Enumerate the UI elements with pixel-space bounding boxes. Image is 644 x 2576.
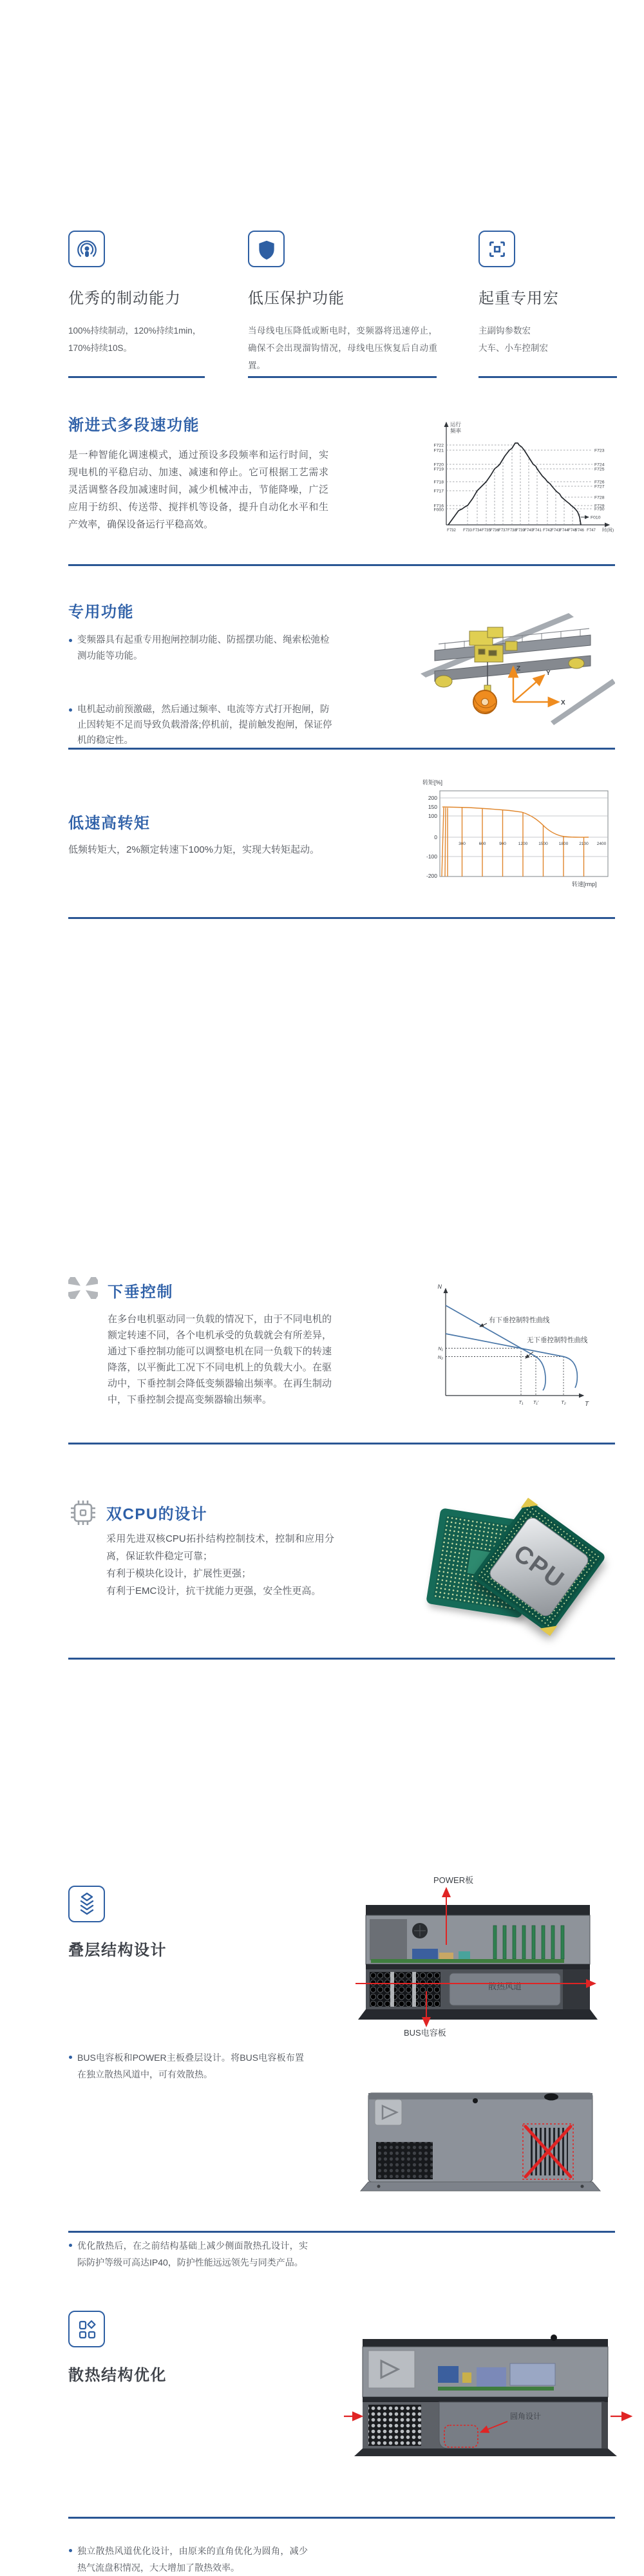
- axis-n-label: N: [437, 1283, 442, 1290]
- svg-text:-100: -100: [426, 853, 437, 860]
- special-bullet-2: 电机起动前预激磁，然后通过频率、电流等方式打开抱闸，防止因转矩不足而导致负载滑落;停机前，提前触发抱闸，保证停机的稳定性。: [68, 702, 334, 748]
- svg-text:600: 600: [478, 842, 486, 846]
- multi-speed-paragraph: 是一种智能化调速模式，通过预设多段频率和运行时间，实现电机的平稳启动、加速、减速和停止。它可根据工艺需求灵活调整各段加减速时间，减少机械冲击，节能降噪，广泛应用于纺织、传送带、搅拌机等设备，提升自动化水平和生产效率，确保设备运行平稳高效。: [68, 450, 328, 530]
- feature-desc: 当母线电压降低或断电时，变频器将迅速停止，确保不会出现溜钩情况，母线电压恢复后自动重置。: [248, 326, 437, 370]
- left-axis-labels: [434, 444, 444, 513]
- feature-desc: 100%持续制动，120%持续1min，170%持续10S。: [68, 326, 202, 353]
- svg-text:F734: F734: [473, 529, 482, 533]
- mid-shelf: [366, 1964, 590, 1969]
- axis-y-label: Y: [546, 670, 551, 677]
- reduced-vent-image: [359, 2087, 607, 2196]
- svg-text:T₂: T₂: [561, 1399, 566, 1405]
- svg-text:2400: 2400: [596, 842, 607, 846]
- svg-text:F000: F000: [433, 507, 444, 513]
- svg-text:200: 200: [428, 795, 437, 801]
- scan-frame-icon-glyph: [486, 238, 509, 261]
- air-duct-label: 散热风道: [488, 1982, 522, 1991]
- svg-text:F743: F743: [551, 529, 560, 533]
- svg-text:T₁′: T₁′: [533, 1399, 539, 1405]
- dual-cpu-line-1: 采用先进双核CPU拓扑结构控制技术，控制和应用分离，保证软件稳定可靠；: [106, 1533, 334, 1562]
- section-divider: [68, 2231, 615, 2233]
- section-divider: [68, 1658, 615, 1660]
- y-axis-tick-labels: [426, 795, 437, 879]
- svg-text:F724: F724: [594, 462, 605, 468]
- axis-x-label: X: [561, 699, 565, 706]
- section-divider: [68, 2517, 615, 2519]
- stacked-layers-icon: [68, 1886, 105, 1922]
- feature-crane-macro: [478, 231, 617, 357]
- svg-text:F730: F730: [594, 507, 605, 512]
- section-title-stacked: 叠层结构设计: [68, 1942, 167, 1959]
- y-axis-label-line1: 运行: [450, 421, 462, 428]
- cpu-chip-icon: [68, 1498, 98, 1528]
- svg-text:F744: F744: [560, 529, 569, 533]
- crane-motor-left: [435, 676, 452, 687]
- feature-title: 低压保护功能: [248, 290, 345, 307]
- svg-text:N₁: N₁: [438, 1345, 443, 1352]
- svg-text:F736: F736: [490, 529, 499, 533]
- bottom-flange: [354, 2448, 617, 2456]
- feature-title: 起重专用宏: [478, 290, 559, 307]
- dual-cpu-line-2: 有利于模块化设计，扩展性更强；: [106, 1568, 252, 1579]
- multi-speed-curve: [448, 443, 581, 525]
- svg-text:F747: F747: [587, 529, 596, 533]
- bottom-flange: [361, 2182, 600, 2191]
- svg-text:100: 100: [428, 813, 437, 819]
- droop-paragraph: 在多台电机驱动同一负载的情况下，由于不同电机的额定转速不同，各个电机承受的负载就会有所差异，通过下垂控制功能可以调整电机在同一负载下的转速降落，以平衡此工况下不同电机上的负载大小。在驱动中，下垂控制会降低变频器输出频率。在再生制动中，下垂控制会提高变频器输出频率。: [108, 1314, 332, 1405]
- svg-text:0: 0: [434, 834, 437, 840]
- torque-paragraph: 低频转矩大，2%额定转速下100%力矩，实现大转矩起动。: [68, 844, 320, 855]
- y-axis-label-line2: 频率: [450, 428, 462, 434]
- svg-text:F719: F719: [433, 467, 444, 472]
- droop-characteristic-diagram: [424, 1278, 592, 1411]
- section-divider: [68, 917, 615, 919]
- cpu-chips-image: [425, 1508, 599, 1627]
- x-axis-tick-labels: [447, 529, 596, 533]
- feature-divider: [68, 376, 205, 378]
- svg-text:900: 900: [499, 842, 506, 846]
- feature-desc-line: 主副钩参数宏: [478, 326, 531, 336]
- crane-rail-right: [551, 679, 615, 725]
- section-divider: [68, 748, 615, 750]
- svg-text:F722: F722: [433, 443, 444, 448]
- axis-t-label: T: [585, 1401, 589, 1408]
- svg-text:F745: F745: [568, 529, 577, 533]
- svg-text:F725: F725: [594, 467, 605, 472]
- shield-icon-glyph: [255, 238, 278, 261]
- chassis-top-bar: [366, 1905, 590, 1915]
- svg-text:N₂: N₂: [437, 1354, 443, 1360]
- svg-text:F735: F735: [482, 529, 491, 533]
- torque-speed-chart: [417, 776, 617, 889]
- round-corner-label: 圆角设计: [510, 2412, 542, 2421]
- mid-shelf: [363, 2397, 608, 2402]
- bottom-flange: [358, 2009, 598, 2020]
- svg-text:F726: F726: [594, 480, 605, 485]
- tick-labels: [438, 1346, 566, 1406]
- bus-board-label: BUS电容板: [404, 2028, 446, 2038]
- dual-cpu-text: [106, 1530, 334, 1600]
- svg-text:F720: F720: [433, 462, 444, 468]
- svg-text:2100: 2100: [579, 842, 589, 846]
- svg-text:F737: F737: [498, 529, 507, 533]
- with-droop-annotation: 有下垂控制特性曲线: [489, 1316, 550, 1324]
- svg-text:F718: F718: [433, 480, 444, 485]
- section-title-torque: 低速高转矩: [68, 815, 151, 832]
- crane-motor-right: [569, 658, 584, 668]
- collapse-arrows-icon: [68, 1277, 98, 1299]
- cpu-label: CPU: [509, 1539, 570, 1594]
- svg-text:F727: F727: [594, 484, 605, 489]
- svg-text:F742: F742: [543, 529, 552, 533]
- without-droop-annotation: 无下垂控制特性曲线: [527, 1336, 588, 1344]
- dotted-reference-lines: [446, 1349, 564, 1396]
- end-label: F010: [591, 515, 601, 520]
- svg-text:F732: F732: [447, 529, 456, 533]
- features-row: [0, 213, 644, 399]
- feature-divider: [478, 376, 617, 378]
- feature-divider: [248, 376, 437, 378]
- svg-text:F740: F740: [524, 529, 533, 533]
- stacked-bullet-2: 优化散热后，在之前结构基础上减少侧面散热孔设计，实际防护等级可高达IP40，防护性能远远领先与同类产品。: [68, 2237, 308, 2271]
- svg-text:F738: F738: [507, 529, 516, 533]
- section-divider: [68, 1443, 615, 1444]
- svg-text:F721: F721: [433, 448, 444, 453]
- broadcast-icon: [68, 231, 105, 267]
- svg-text:F716: F716: [433, 504, 444, 509]
- stacked-structure-image: [355, 1873, 600, 2039]
- x-axis-label: 转速[rmp]: [572, 881, 597, 887]
- power-board-label: POWER板: [433, 1875, 474, 1885]
- coordinate-axes: [513, 668, 557, 702]
- scan-frame-icon: [478, 231, 515, 267]
- svg-text:1800: 1800: [558, 842, 569, 846]
- cooling-bullet: 独立散热风道优化设计，由原来的直角优化为圆角，减少热气流盘积情况，大大增加了散热效率。: [68, 2543, 308, 2576]
- dual-cpu-line-3: 有利于EMC设计，抗干扰能力更强，安全性更高。: [106, 1586, 321, 1596]
- feature-braking: [68, 231, 206, 357]
- plot-area: [440, 791, 608, 876]
- fan-box: [368, 2351, 415, 2388]
- x-axis-label: 时(间): [602, 528, 614, 533]
- multi-speed-chart: [411, 412, 618, 537]
- feature-title: 优秀的制动能力: [68, 290, 181, 307]
- svg-text:F739: F739: [516, 529, 525, 533]
- svg-text:F729: F729: [594, 504, 605, 509]
- bus-capacitors: [370, 1972, 440, 2007]
- svg-text:F746: F746: [575, 529, 584, 533]
- section-title-droop: 下垂控制: [108, 1283, 173, 1301]
- svg-text:-200: -200: [426, 873, 437, 879]
- y-axis-label: 转矩[%]: [422, 779, 443, 786]
- svg-text:F728: F728: [594, 495, 605, 500]
- chassis-top-bar: [363, 2339, 608, 2347]
- section-title-cooling: 散热结构优化: [68, 2367, 167, 2384]
- cooling-structure-image: [341, 2330, 634, 2459]
- section-title-dual-cpu: 双CPU的设计: [106, 1506, 208, 1523]
- svg-text:F741: F741: [533, 529, 542, 533]
- feature-desc-line: 大车、小车控制宏: [478, 343, 548, 353]
- feature-low-voltage: [248, 231, 437, 374]
- dashed-gridlines: [446, 445, 592, 525]
- crane-illustration: [415, 604, 615, 726]
- section-title-special: 专用功能: [68, 603, 134, 621]
- svg-text:F717: F717: [433, 489, 444, 494]
- broadcast-icon-glyph: [75, 238, 99, 261]
- svg-text:1200: 1200: [518, 842, 528, 846]
- modules-grid-icon: [68, 2311, 105, 2347]
- special-bullet-1: 变频器具有起重专用抱闸控制功能、防摇摆功能、绳索松弛检测功能等功能。: [68, 632, 334, 665]
- section-title-multi-speed: 渐进式多段速功能: [68, 417, 200, 434]
- section-divider: [68, 564, 615, 566]
- svg-text:150: 150: [428, 804, 437, 810]
- svg-text:F723: F723: [594, 448, 605, 453]
- svg-text:300: 300: [459, 842, 466, 846]
- svg-text:F733: F733: [463, 529, 472, 533]
- axis-z-label: Z: [516, 665, 521, 672]
- right-axis-labels: [594, 449, 605, 512]
- stacked-bullet-1: BUS电容板和POWER主板叠层设计。将BUS电容板布置在独立散热风道中，可有效散热。: [68, 2049, 304, 2083]
- svg-text:T₁: T₁: [518, 1399, 524, 1405]
- shield-icon: [248, 231, 285, 267]
- svg-text:1500: 1500: [538, 842, 548, 846]
